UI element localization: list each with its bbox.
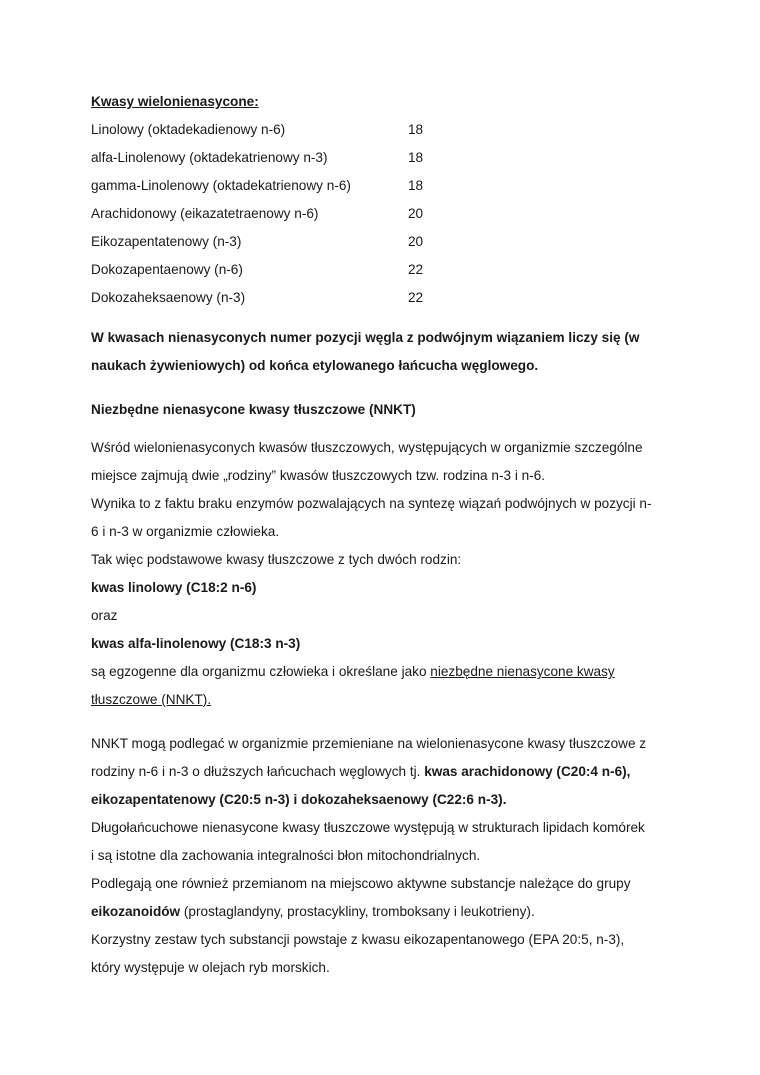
paragraph-line: Wynika to z faktu braku enzymów pozwalających na syntezę wiązań podwójnych w pozycji n- xyxy=(91,496,652,511)
acid-row-carbons: 20 xyxy=(408,206,424,221)
paragraph-line: który występuje w olejach ryb morskich. xyxy=(91,960,330,975)
paragraph-line xyxy=(91,762,630,782)
paragraph-line: tłuszczowe (NNKT). xyxy=(91,692,212,707)
paragraph-line: 6 i n-3 w organizmie człowieka. xyxy=(91,524,280,539)
acid-alpha-linolenic: kwas alfa-linolenowy (C18:3 n-3) xyxy=(91,636,301,651)
paragraph-line: Długołańcuchowe nienasycone kwasy tłuszczowe występują w strukturach lipidach komórek xyxy=(91,820,645,835)
paragraph-line: i są istotne dla zachowania integralności błon mitochondrialnych. xyxy=(91,848,481,863)
acid-row-carbons: 22 xyxy=(408,262,424,277)
paragraph-line: Wśród wielonienasyconych kwasów tłuszczowych, występujących w organizmie szczególne xyxy=(91,440,643,455)
text-plain: (prostaglandyny, prostacykliny, tromboksany i leukotrieny). xyxy=(180,904,535,919)
acid-row-carbons: 22 xyxy=(408,290,424,305)
acid-row-name: Dokozaheksaenowy (n-3) xyxy=(91,290,246,305)
text-bold: eikozanoidów xyxy=(91,904,181,919)
paragraph-line: miejsce zajmują dwie „rodziny” kwasów tłuszczowych tzw. rodzina n-3 i n-6. xyxy=(91,468,546,483)
nnkt-heading: Niezbędne nienasycone kwasy tłuszczowe (NNKT) xyxy=(91,402,416,417)
paragraph-line: Korzystny zestaw tych substancji powstaje z kwasu eikozapentanowego (EPA 20:5, n-3), xyxy=(91,932,625,947)
acid-row-name: Linolowy (oktadekadienowy n-6) xyxy=(91,122,286,137)
acid-row-name: Eikozapentatenowy (n-3) xyxy=(91,234,242,249)
acid-linoleic: kwas linolowy (C18:2 n-6) xyxy=(91,580,257,595)
paragraph-line xyxy=(91,662,615,682)
paragraph-line: eikozapentatenowy (C20:5 n-3) i dokozaheksaenowy (C22:6 n-3). xyxy=(91,792,507,807)
note-line: naukach żywieniowych) od końca etylowanego łańcucha węglowego. xyxy=(91,358,539,373)
acid-row-name: Dokozapentaenowy (n-6) xyxy=(91,262,243,277)
text-bold: kwas arachidonowy (C20:4 n-6), xyxy=(424,764,631,779)
text-plain: są egzogenne dla organizmu człowieka i określane jako xyxy=(91,664,431,679)
acid-row-name: gamma-Linolenowy (oktadekatrienowy n-6) xyxy=(91,178,351,193)
paragraph-line: Tak więc podstawowe kwasy tłuszczowe z tych dwóch rodzin: xyxy=(91,552,462,567)
acid-row-name: Arachidonowy (eikazatetraenowy n-6) xyxy=(91,206,319,221)
acid-row-name: alfa-Linolenowy (oktadekatrienowy n-3) xyxy=(91,150,328,165)
conjunction: oraz xyxy=(91,608,118,623)
acid-row-carbons: 18 xyxy=(408,178,424,193)
text-underlined: niezbędne nienasycone kwasy xyxy=(430,664,615,679)
paragraph-line: Podlegają one również przemianom na miejscowo aktywne substancje należące do grupy xyxy=(91,876,631,891)
note-line: W kwasach nienasyconych numer pozycji węgla z podwójnym wiązaniem liczy się (w xyxy=(91,330,640,345)
acid-row-carbons: 18 xyxy=(408,150,424,165)
paragraph-line xyxy=(91,902,535,922)
acids-heading: Kwasy wielonienasycone: xyxy=(91,94,259,109)
text-plain: rodziny n-6 i n-3 o dłuższych łańcuchach węglowych tj. xyxy=(91,764,425,779)
acid-row-carbons: 18 xyxy=(408,122,424,137)
paragraph-line: NNKT mogą podlegać w organizmie przemieniane na wielonienasycone kwasy tłuszczowe z xyxy=(91,736,647,751)
acid-row-carbons: 20 xyxy=(408,234,424,249)
